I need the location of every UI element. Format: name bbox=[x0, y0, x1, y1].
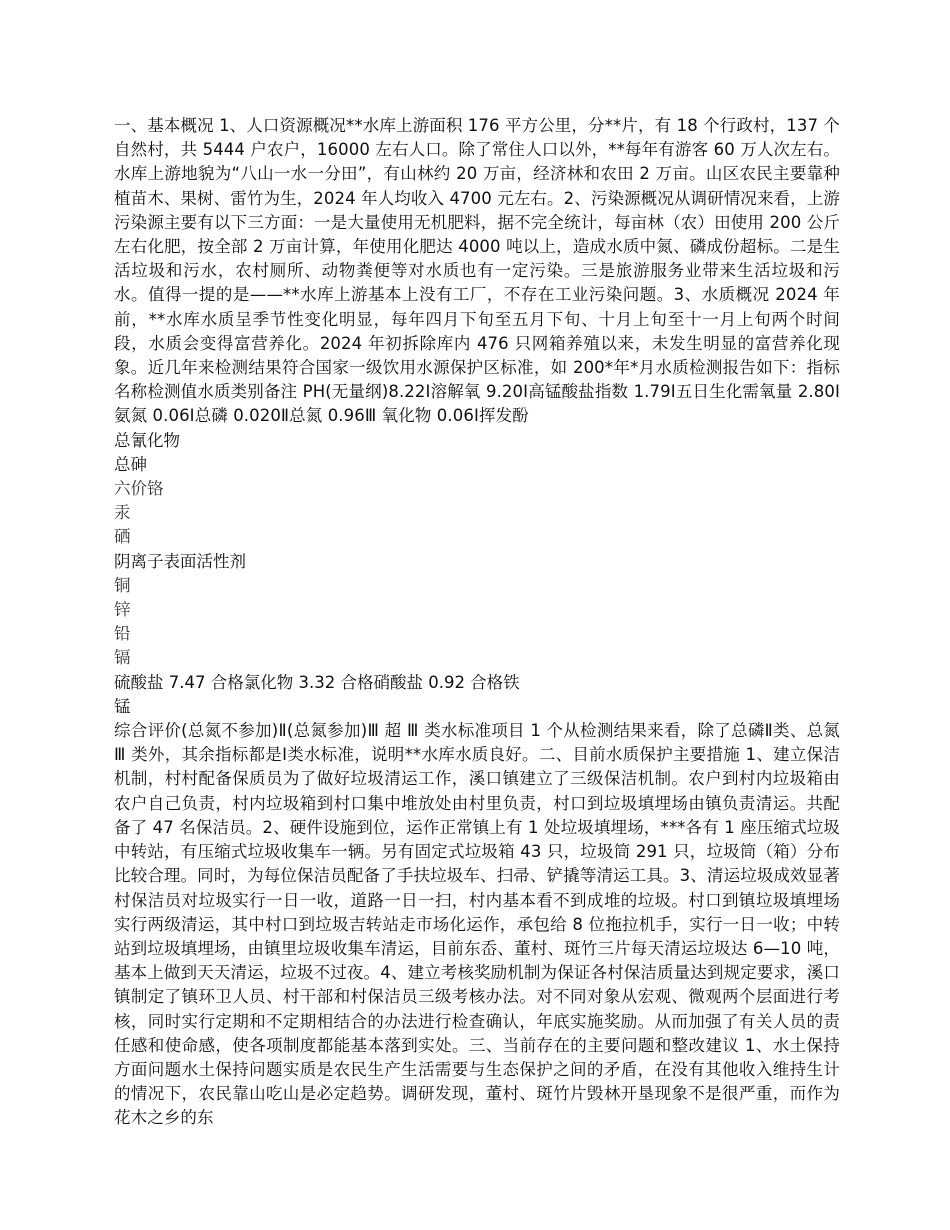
list-item-copper: 铜 bbox=[114, 575, 131, 595]
paragraph-basic-overview: 一、基本概况 1、人口资源概况**水库上游面积 176 平方公里，分**片，有 18 个行政村，137 个自然村，共 5444 户农户，16000 左右人口。除了常住人口以外，**每年有游客 60 万人次左右。水库上游地貌为“八山一水一分田”，有山林约 20 万亩，经济林和农田 2 万亩。山区农民主要靠种植苗木、果树、雷竹为生，2024 年人均收入 4700 元左右。2、污染源概况从调研情况来看，上游污染源主要有以下三方面：一是大量使用无机肥料，据不完全统计，每亩林（农）田使用 200 公斤左右化肥，按全部 2 万亩计算，年使用化肥达 4000 吨以上，造成水质中氮、磷成份超标。二是生活垃圾和污水，农村厕所、动物粪便等对水质也有一定污染。三是旅游服务业带来生活垃圾和污水。值得一提的是——**水库上游基本上没有工厂，不存在工业污染问题。3、水质概况 2024 年前，**水库水质呈季节性变化明显，每年四月下旬至五月下旬、十月上旬至十一月上旬两个时间段，水质会变得富营养化。2024 年初拆除库内 476 只网箱养殖以来，未发生明显的富营养化现象。近几年来检测结果符合国家一级饮用水源保护区标准，如 200*年*月水质检测报告如下：指标名称检测值水质类别备注 PH(无量纲)8.22Ⅰ溶解氧 9.20Ⅰ高锰酸盐指数 1.79Ⅰ五日生化需氧量 2.80Ⅰ氨氮 0.06Ⅰ总磷 0.020Ⅱ总氮 0.96Ⅲ 氧化物 0.06Ⅰ挥发酚 bbox=[114, 116, 840, 426]
document-page bbox=[114, 114, 840, 1131]
list-item-lead: 铅 bbox=[114, 624, 131, 644]
list-item-total-cyanide: 总氰化物 bbox=[114, 430, 180, 450]
list-item-sulfate-results: 硫酸盐 7.47 合格氯化物 3.32 合格硝酸盐 0.92 合格铁 bbox=[114, 672, 520, 692]
list-item-anionic-surfactant: 阴离子表面活性剂 bbox=[114, 551, 246, 571]
list-item-mercury: 汞 bbox=[114, 503, 131, 523]
list-item-selenium: 硒 bbox=[114, 527, 131, 547]
list-item-total-arsenic: 总砷 bbox=[114, 454, 147, 474]
list-item-manganese: 锰 bbox=[114, 696, 131, 716]
list-item-zinc: 锌 bbox=[114, 600, 131, 620]
list-item-hexavalent-chromium: 六价铬 bbox=[114, 479, 164, 499]
list-item-cadmium: 镉 bbox=[114, 648, 131, 668]
paragraph-protection-measures: 综合评价(总氮不参加)Ⅱ(总氮参加)Ⅲ 超 Ⅲ 类水标准项目 1 个从检测结果来看，除了总磷Ⅱ类、总氮 Ⅲ 类外，其余指标都是Ⅰ类水标准，说明**水库水质良好。二、目前水质保护主要措施 1、建立保洁机制，村村配备保质员为了做好垃圾清运工作，溪口镇建立了三级保洁机制。农户到村内垃圾箱由农户自己负责，村内垃圾箱到村口集中堆放处由村里负责，村口到垃圾填埋场由镇负责清运。共配备了 47 名保洁员。2、硬件设施到位，运作正常镇上有 1 处垃圾填埋场，***各有 1 座压缩式垃圾中转站，有压缩式垃圾收集车一辆。另有固定式垃圾箱 43 只，垃圾筒 291 只，垃圾筒（箱）分布比较合理。同时，为每位保洁员配备了手扶垃圾车、扫帚、铲撬等清运工具。3、清运垃圾成效显著村保洁员对垃圾实行一日一收，道路一日一扫，村内基本看不到成堆的垃圾。村口到镇垃圾填埋场实行两级清运，其中村口到垃圾吉转站走市场化运作，承包给 8 位拖拉机手，实行一日一收；中转站到垃圾填埋场，由镇里垃圾收集车清运，目前东岙、董村、斑竹三片每天清运垃圾达 6—10 吨，基本上做到天天清运，垃圾不过夜。4、建立考核奖励机制为保证各村保洁质量达到规定要求，溪口镇制定了镇环卫人员、村干部和村保洁员三级考核办法。对不同对象从宏观、微观两个层面进行考核，同时实行定期和不定期相结合的办法进行检查确认，年底实施奖励。从而加强了有关人员的责任感和使命感，使各项制度都能基本落到实处。三、当前存在的主要问题和整改建议 1、水土保持方面问题水土保持问题实质是农民生产生活需要与生态保护之间的矛盾，在没有其他收入维持生计的情况下，农民靠山吃山是必定趋势。调研发现，董村、斑竹片毁林开垦现象不是很严重，而作为花木之乡的东 bbox=[114, 721, 840, 1128]
